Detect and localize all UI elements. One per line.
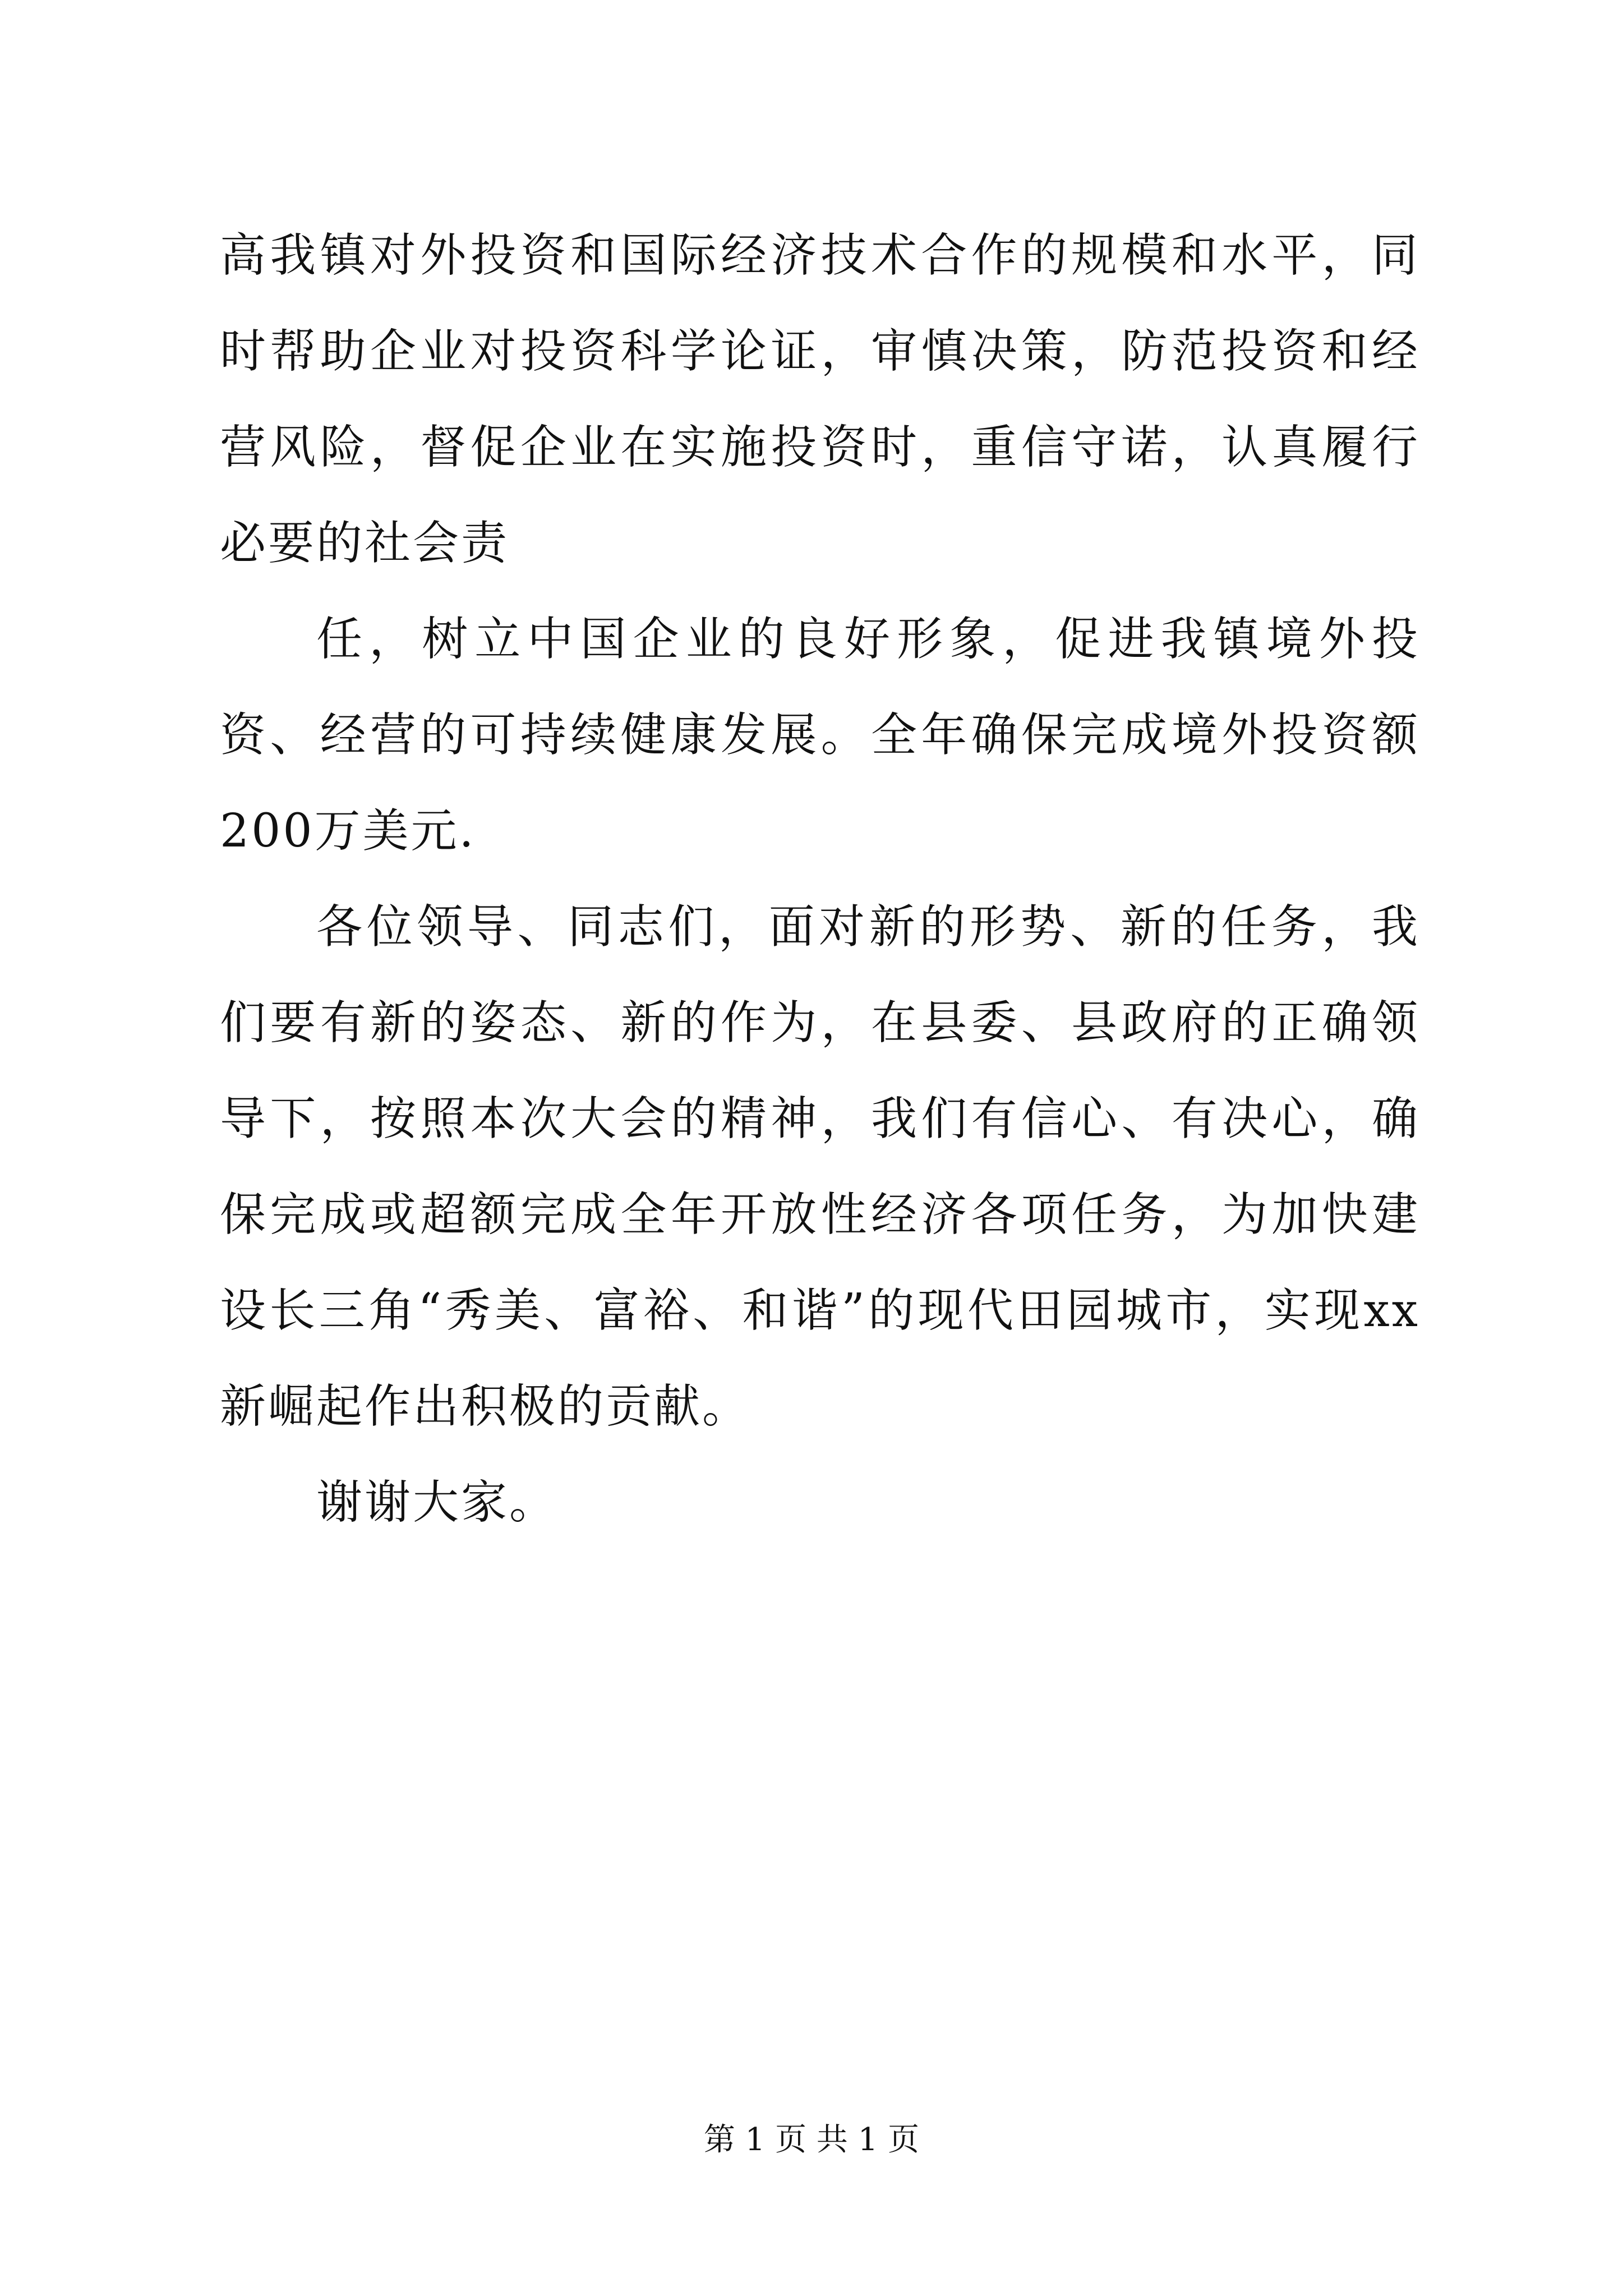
paragraph-3: 各位领导、同志们，面对新的形势、新的任务，我们要有新的姿态、新的作为，在县委、县政府的正确领导下，按照本次大会的精神，我们有信心、有决心，确保完成或超额完成全年开放性经济各项任务，为加快建设长三角“秀美、富裕、和谐”的现代田园城市，实现xx新崛起作出积极的贡献。	[220, 900, 1420, 1433]
paragraph-4: 谢谢大家。	[316, 1476, 558, 1529]
paragraph-1: 高我镇对外投资和国际经济技术合作的规模和水平，同时帮助企业对投资科学论证，审慎决策，防范投资和经营风险，督促企业在实施投资时，重信守诺，认真履行必要的社会责	[220, 229, 1420, 570]
page-footer: 第 1 页 共 1 页	[703, 2122, 920, 2158]
document-body	[220, 208, 1420, 1550]
paragraph-2: 任，树立中国企业的良好形象，促进我镇境外投资、经营的可持续健康发展。全年确保完成境外投资额200万美元.	[220, 613, 1420, 858]
